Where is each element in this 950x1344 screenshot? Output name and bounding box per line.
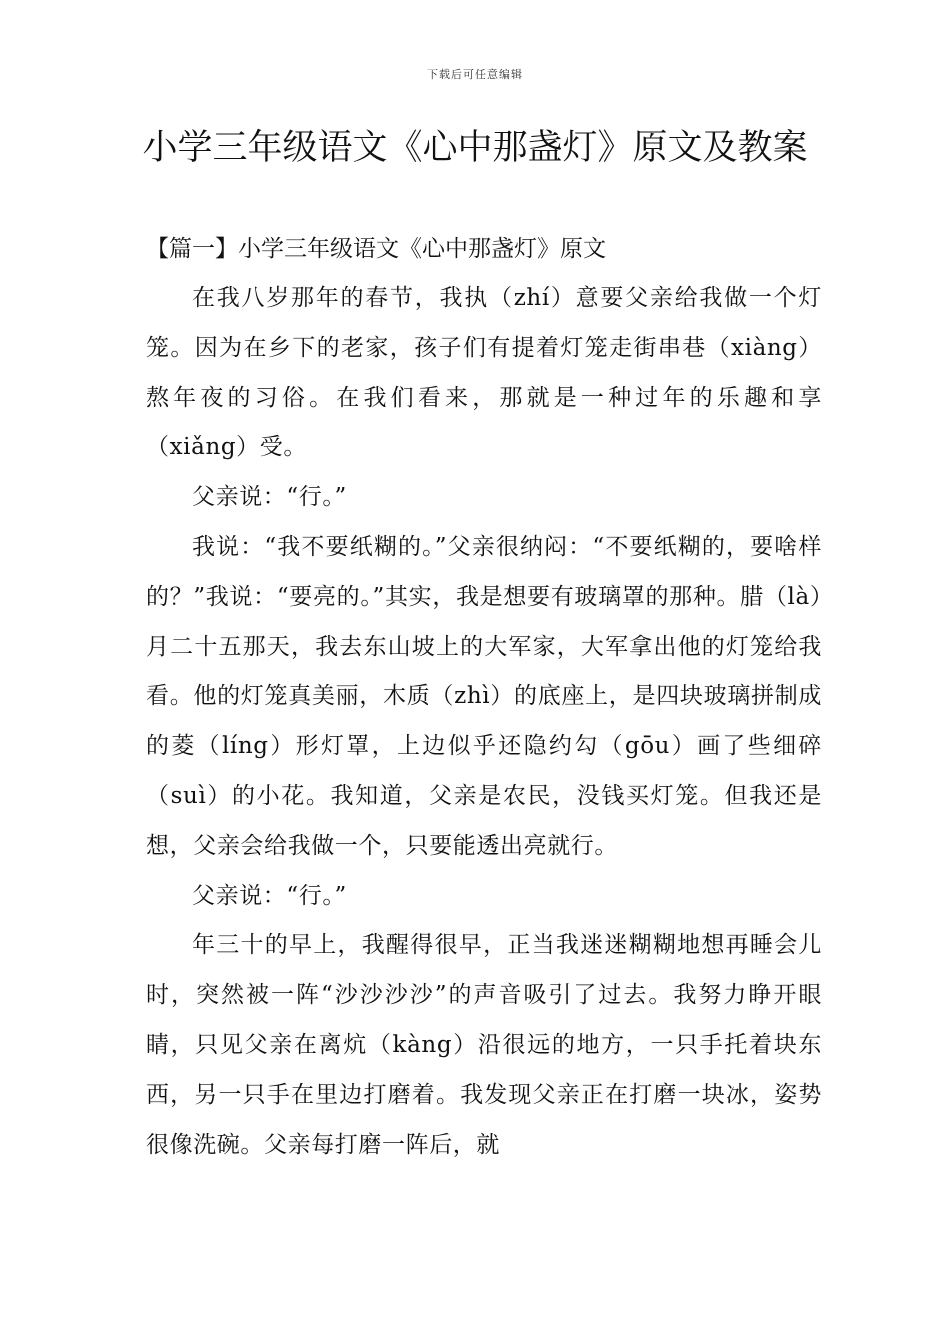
paragraph: 父亲说：“行。”	[192, 484, 347, 511]
section-heading: 【篇一】小学三年级语文《心中那盏灯》原文	[146, 236, 606, 262]
paragraph: 年三十的早上，我醒得很早，正当我迷迷糊糊地想再睡会儿时，突然被一阵“沙沙沙沙”的声音吸引了过去。我努力睁开眼睛，只见父亲在离炕（kàng）沿很远的地方，一只手托着块东西，另一只手在里边打磨着。我发现父亲正在打磨一块冰，姿势很像洗碗。父亲每打磨一阵后，就	[146, 932, 822, 1158]
body-text	[146, 274, 822, 1170]
header-note: 下载后可任意编辑	[427, 68, 523, 81]
paragraph: 我说：“我不要纸糊的。”父亲很纳闷：“不要纸糊的，要啥样的？”我说：“要亮的。”其实，我是想要有玻璃罩的那种。腊（là）月二十五那天，我去东山坡上的大军家，大军拿出他的灯笼给我看。他的灯笼真美丽，木质（zhì）的底座上，是四块玻璃拼制成的菱（líng）形灯罩，上边似乎还隐约勾（gōu）画了些细碎（suì）的小花。我知道，父亲是农民，没钱买灯笼。但我还是想，父亲会给我做一个，只要能透出亮就行。	[146, 533, 822, 859]
paragraph: 父亲说：“行。”	[192, 882, 347, 909]
document-title: 小学三年级语文《心中那盏灯》原文及教案	[142, 128, 808, 168]
paragraph: 在我八岁那年的春节，我执（zhí）意要父亲给我做一个灯笼。因为在乡下的老家，孩子们有提着灯笼走街串巷（xiàng）熬年夜的习俗。在我们看来，那就是一种过年的乐趣和享（xiǎng）受。	[146, 285, 822, 461]
